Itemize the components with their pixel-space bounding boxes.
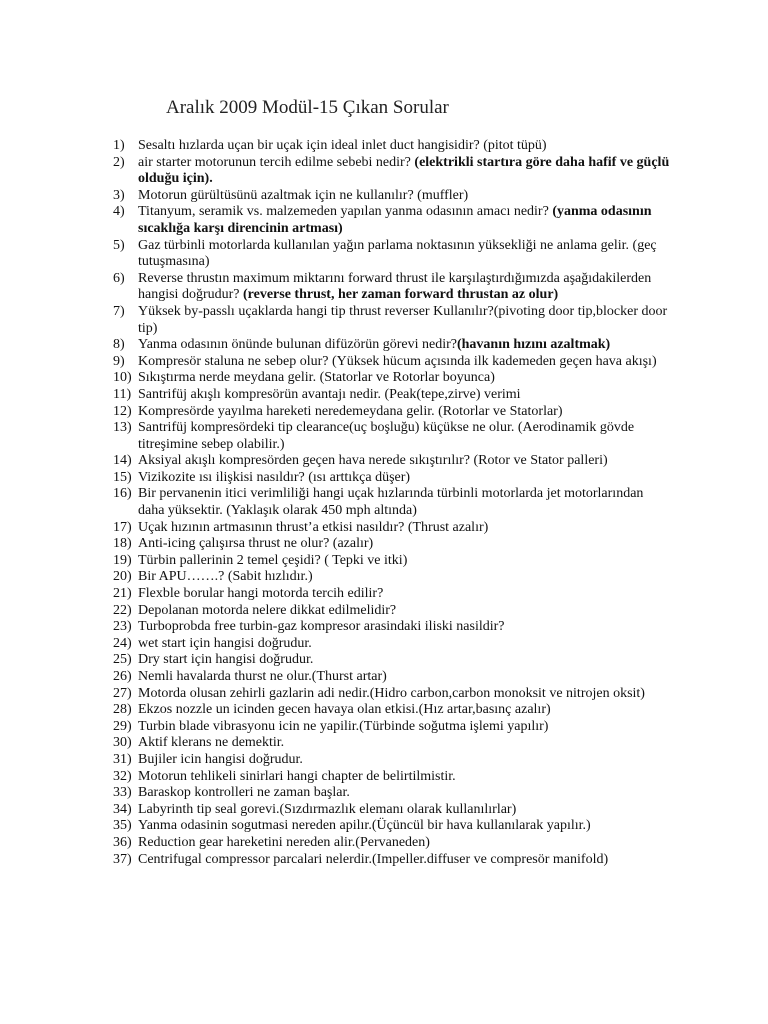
- question-text: Yanma odasının önünde bulunan difüzörün görevi nedir?: [138, 337, 457, 353]
- question-text: Nemli havalarda thurst ne olur.(Thurst artar): [138, 669, 387, 684]
- question-number: 14): [113, 453, 132, 469]
- question-number: 11): [113, 386, 132, 402]
- question-item: [113, 337, 673, 354]
- question-item: [113, 370, 673, 387]
- question-item: [113, 818, 673, 835]
- question-item: [113, 652, 673, 669]
- question-item: [113, 802, 673, 819]
- question-item: [113, 238, 673, 271]
- question-list: [113, 138, 673, 868]
- question-item: [113, 404, 673, 421]
- question-number: 37): [113, 851, 132, 867]
- question-text: Bir APU…….? (Sabit hızlıdır.): [138, 569, 313, 585]
- question-item: [113, 138, 673, 155]
- question-text: Flexble borular hangi motorda tercih edilir?: [138, 586, 384, 602]
- question-text: Motorun gürültüsünü azaltmak için ne kullanılır? (muffler): [138, 187, 469, 203]
- question-number: 18): [113, 536, 132, 552]
- question-item: [113, 354, 673, 371]
- question-text: Reduction gear hareketini nereden alir.(Pervaneden): [138, 834, 430, 850]
- question-text: Dry start için hangisi doğrudur.: [138, 652, 314, 668]
- question-item: [113, 785, 673, 802]
- question-item: [113, 619, 673, 636]
- question-number: 33): [113, 785, 132, 801]
- question-item: [113, 486, 673, 519]
- question-item: [113, 636, 673, 653]
- question-number: 25): [113, 652, 132, 668]
- question-number: 12): [113, 403, 132, 419]
- question-text: Turbin blade vibrasyonu icin ne yapilir.(Türbinde soğutma işlemi yapılır): [138, 718, 549, 734]
- question-text: Vizikozite ısı ilişkisi nasıldır? (ısı arttıkça düşer): [138, 469, 411, 485]
- question-number: 30): [113, 735, 132, 751]
- question-number: 7): [113, 303, 125, 319]
- question-item: [113, 188, 673, 205]
- question-text: Ekzos nozzle un icinden gecen havaya olan etkisi.(Hız artar,basınç azalır): [138, 702, 551, 718]
- question-item: [113, 387, 673, 404]
- question-number: 19): [113, 552, 132, 568]
- question-item: [113, 719, 673, 736]
- question-text: Santrifüj akışlı kompresörün avantajı nedir. (Peak(tepe,zirve) verimi: [138, 386, 521, 402]
- question-item: [113, 852, 673, 869]
- question-number: 28): [113, 702, 132, 718]
- question-number: 26): [113, 669, 132, 684]
- question-number: 24): [113, 635, 132, 651]
- question-item: [113, 470, 673, 487]
- answer-text-bold: (reverse thrust, her zaman forward thrustan az olur): [242, 287, 559, 303]
- question-number: 34): [113, 801, 132, 817]
- question-text: Baraskop kontrolleri ne zaman başlar.: [138, 785, 350, 801]
- question-text: Turboprobda free turbin-gaz kompresor arasindaki iliski nasildir?: [138, 619, 505, 635]
- question-text: Depolanan motorda nelere dikkat edilmelidir?: [138, 602, 397, 618]
- question-number: 4): [113, 204, 125, 220]
- question-number: 27): [113, 685, 132, 701]
- question-text: Yanma odasinin sogutmasi nereden apilır.(Üçüncül bir hava kullanılarak yapılır.): [138, 818, 591, 834]
- question-text: Aksiyal akışlı kompresörden geçen hava nerede sıkıştırılır? (Rotor ve Stator palleri): [138, 453, 608, 469]
- answer-text-bold: (elektrikli startıra göre daha hafif ve güçlü olduğu için).: [138, 154, 670, 187]
- question-number: 9): [113, 353, 125, 369]
- question-item: [113, 569, 673, 586]
- question-text: Santrifüj kompresördeki tip clearance(uç boşluğu) küçükse ne olur. (Aerodinamik gövde titreşimine sebep olabilir.): [138, 420, 635, 452]
- question-number: 17): [113, 519, 132, 535]
- question-item: [113, 603, 673, 620]
- question-text: Uçak hızının artmasının thrust’a etkisi nasıldır? (Thrust azalır): [138, 519, 489, 535]
- question-text: Yüksek by-passlı uçaklarda hangi tip thrust reverser Kullanılır?(pivoting door tip,blocker door tip): [138, 303, 668, 336]
- question-item: [113, 271, 673, 304]
- question-text: Bujiler icin hangisi doğrudur.: [138, 751, 303, 767]
- question-text: Gaz türbinli motorlarda kullanılan yağın parlama noktasının yüksekliği ne anlama gelir. (geç tutuşmasına): [138, 237, 657, 270]
- question-number: 35): [113, 818, 132, 834]
- question-text: Titanyum, seramik vs. malzemeden yapılan yanma odasının amacı nedir?: [138, 204, 553, 220]
- question-item: [113, 586, 673, 603]
- question-number: 5): [113, 237, 125, 253]
- question-text: Motorda olusan zehirli gazlarin adi nedir.(Hidro carbon,carbon monoksit ve nitrojen oksit): [138, 685, 645, 701]
- answer-text-bold: (yanma odasının sıcaklığa karşı direncinin artması): [138, 204, 652, 236]
- question-text: Centrifugal compressor parcalari nelerdir.(Impeller.diffuser ve compresör manifold): [138, 851, 609, 867]
- question-item: [113, 769, 673, 786]
- question-item: [113, 520, 673, 537]
- question-number: 8): [113, 337, 125, 353]
- question-text: Kompresörde yayılma hareketi neredemeydana gelir. (Rotorlar ve Statorlar): [138, 403, 563, 419]
- question-number: 16): [113, 486, 132, 502]
- page-title: Aralık 2009 Modül-15 Çıkan Sorular: [166, 97, 449, 118]
- question-item: [113, 155, 673, 188]
- question-text: Türbin pallerinin 2 temel çeşidi? ( Tepki ve itki): [138, 552, 408, 568]
- question-number: 36): [113, 834, 132, 850]
- question-number: 29): [113, 718, 132, 734]
- question-number: 15): [113, 469, 132, 485]
- question-item: [113, 669, 673, 686]
- question-item: [113, 686, 673, 703]
- question-number: 2): [113, 154, 125, 170]
- question-text: Kompresör staluna ne sebep olur? (Yüksek hücum açısında ilk kademeden geçen hava akışı): [138, 353, 657, 369]
- question-number: 1): [113, 138, 125, 153]
- question-item: [113, 752, 673, 769]
- question-number: 31): [113, 751, 132, 767]
- question-text: Motorun tehlikeli sinirlari hangi chapter de belirtilmistir.: [138, 768, 456, 784]
- question-number: 23): [113, 619, 132, 635]
- question-item: [113, 553, 673, 570]
- question-number: 10): [113, 370, 132, 386]
- question-number: 32): [113, 768, 132, 784]
- question-item: [113, 453, 673, 470]
- question-number: 13): [113, 420, 132, 436]
- question-item: [113, 735, 673, 752]
- question-text: air starter motorunun tercih edilme sebebi nedir?: [138, 154, 415, 170]
- question-number: 21): [113, 586, 132, 602]
- question-text: wet start için hangisi doğrudur.: [138, 635, 312, 651]
- question-text: Sesaltı hızlarda uçan bir uçak için ideal inlet duct hangisidir? (pitot tüpü): [138, 138, 547, 153]
- question-text: Sıkıştırma nerde meydana gelir. (Statorlar ve Rotorlar boyunca): [138, 370, 495, 386]
- question-number: 6): [113, 270, 125, 286]
- question-item: [113, 702, 673, 719]
- question-text: Labyrinth tip seal gorevi.(Sızdırmazlık elemanı olarak kullanılırlar): [138, 801, 517, 817]
- question-item: [113, 204, 673, 237]
- answer-text-bold: (havanın hızını azaltmak): [456, 337, 611, 353]
- question-item: [113, 304, 673, 337]
- question-item: [113, 536, 673, 553]
- question-text: Aktif klerans ne demektir.: [138, 735, 285, 751]
- question-number: 3): [113, 187, 125, 203]
- question-number: 22): [113, 602, 132, 618]
- question-text: Anti-icing çalışırsa thrust ne olur? (azalır): [138, 536, 374, 552]
- question-number: 20): [113, 569, 132, 585]
- question-text: Bir pervanenin itici verimliliği hangi uçak hızlarında türbinli motorlarda jet motorlarından daha yüksektir. (Yaklaşık olarak 450 mph altında): [138, 486, 644, 519]
- question-item: [113, 835, 673, 852]
- question-item: [113, 420, 673, 453]
- question-text: Reverse thrustın maximum miktarını forward thrust ile karşılaştırdığımızda aşağıdakilerden hangisi doğrudur?: [138, 270, 652, 303]
